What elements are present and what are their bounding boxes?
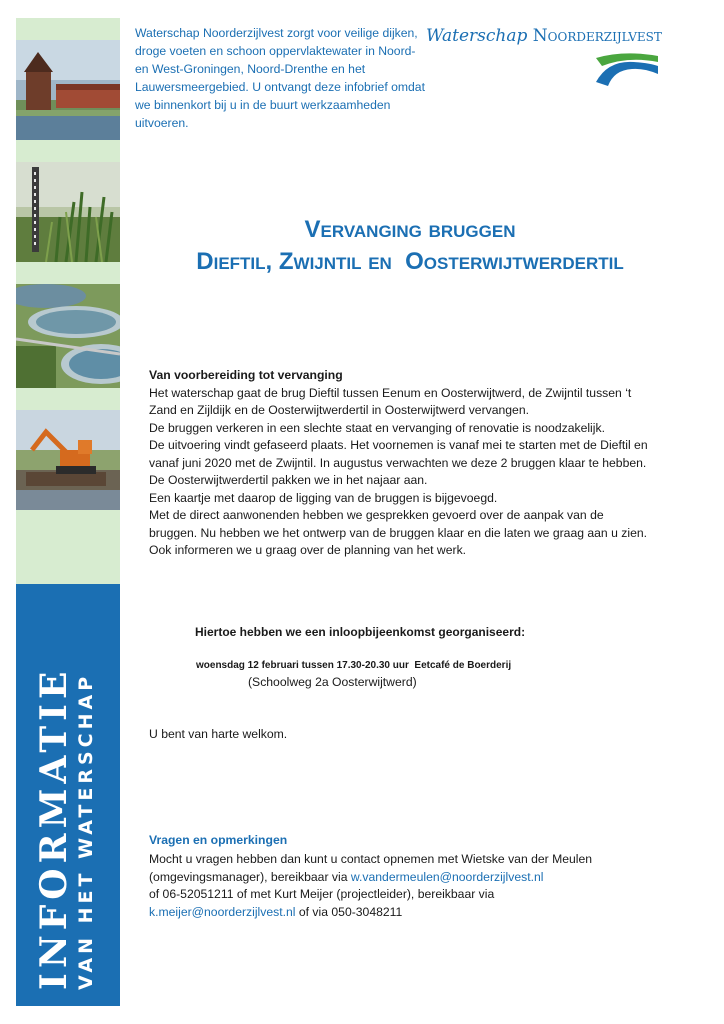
section-heading: Van voorbereiding tot vervanging: [149, 368, 343, 382]
title-line1: Vervanging bruggen: [304, 216, 516, 243]
logo-wordmark: [426, 26, 662, 46]
logo-word2: Noorderzijlvest: [532, 26, 662, 46]
photo-pumping-station: [16, 40, 120, 140]
event-details: woensdag 12 februari tussen 17.30-20.30 uur Eetcafé de Boerderij: [196, 660, 512, 671]
sidebar-band: [16, 140, 120, 162]
sidebar-vertical-title: [34, 630, 98, 990]
contact-line: Mocht u vragen hebben dan kunt u contact opnemen met Wietske van der Meulen: [149, 852, 593, 866]
sidebar-band: [16, 510, 120, 584]
paragraph: Het waterschap gaat de brug Dieftil tussen Eenum en Oosterwijtwerd, de Zwijntil tussen ‘t Zand en Zijldijk en de Oosterwijtwerdertil in Oosterwijtwerd vervangen.: [149, 385, 632, 417]
contact-line: [149, 904, 629, 922]
paragraph: De Oosterwijtwerdertil pakken we in het najaar aan.: [149, 473, 428, 487]
sidebar-band: [16, 18, 120, 40]
photo-water-treatment: [16, 284, 120, 388]
contact-heading: Vragen en opmerkingen: [149, 833, 288, 847]
title-line2: Dieftil, Zwijntil en Oosterwijtwerdertil: [196, 248, 624, 275]
sidebar-band: [16, 262, 120, 284]
photo-reeds: [16, 162, 120, 262]
sidebar-title-line1: INFORMATIE: [33, 666, 75, 990]
section-preparation: [149, 367, 649, 560]
sidebar-band: [16, 388, 120, 410]
email-link-wietske[interactable]: w.vandermeulen@noorderzijlvest.nl: [350, 869, 544, 884]
paragraph: Met de direct aanwonenden hebben we gesprekken gevoerd over de aanpak van de bruggen. Nu hebben we het ontwerp van de bruggen klaar en die laten we graag aan u zien. Ook informeren we u graag over de planning van het werk.: [149, 508, 648, 557]
paragraph: Een kaartje met daarop de ligging van de bruggen is bijgevoegd.: [149, 490, 498, 505]
logo: [426, 22, 666, 92]
intro-text: Waterschap Noorderzijlvest zorgt voor veilige dijken, droge voeten en schoon oppervlaktewater in Noord- en West-Groningen, Noord-Drenthe en het Lauwersmeergebied. U ontvangt deze infobrief omdat we binnenkort bij u in de buurt werkzaamheden uitvoeren.: [135, 26, 425, 130]
sidebar-title-line2: VAN HET WATERSCHAP: [75, 672, 97, 990]
logo-word1: Waterschap: [426, 26, 528, 46]
page-title: [130, 214, 690, 278]
sidebar: [16, 18, 120, 1006]
paragraph: De bruggen verkeren in een slechte staat en vervanging of renovatie is noodzakelijk.: [149, 420, 605, 435]
invite-heading: Hiertoe hebben we een inloopbijeenkomst georganiseerd:: [195, 625, 526, 639]
contact-line-text: (omgevingsmanager), bereikbaar via: [149, 869, 351, 884]
contact-line: of 06-52051211 of met Kurt Meijer (projectleider), bereikbaar via: [149, 887, 495, 901]
welcome-text: U bent van harte welkom.: [149, 727, 288, 741]
event-address: (Schoolweg 2a Oosterwijtwerd): [248, 675, 417, 689]
paragraph: De uitvoering vindt gefaseerd plaats. Het voornemen is vanaf mei te starten met de Dieftil en vanaf juni 2020 met de Zwijntil. In augustus verwachten we deze 2 bruggen klaar te hebben.: [149, 438, 648, 470]
logo-mark-icon: [594, 52, 660, 88]
email-link-kurt[interactable]: k.meijer@noorderzijlvest.nl: [149, 904, 296, 919]
contact-text: [149, 851, 629, 921]
contact-line-text: of via 050-3048211: [295, 904, 403, 919]
contact-line: [149, 869, 629, 887]
sidebar-title-block: [16, 584, 120, 1006]
photo-excavator: [16, 410, 120, 510]
